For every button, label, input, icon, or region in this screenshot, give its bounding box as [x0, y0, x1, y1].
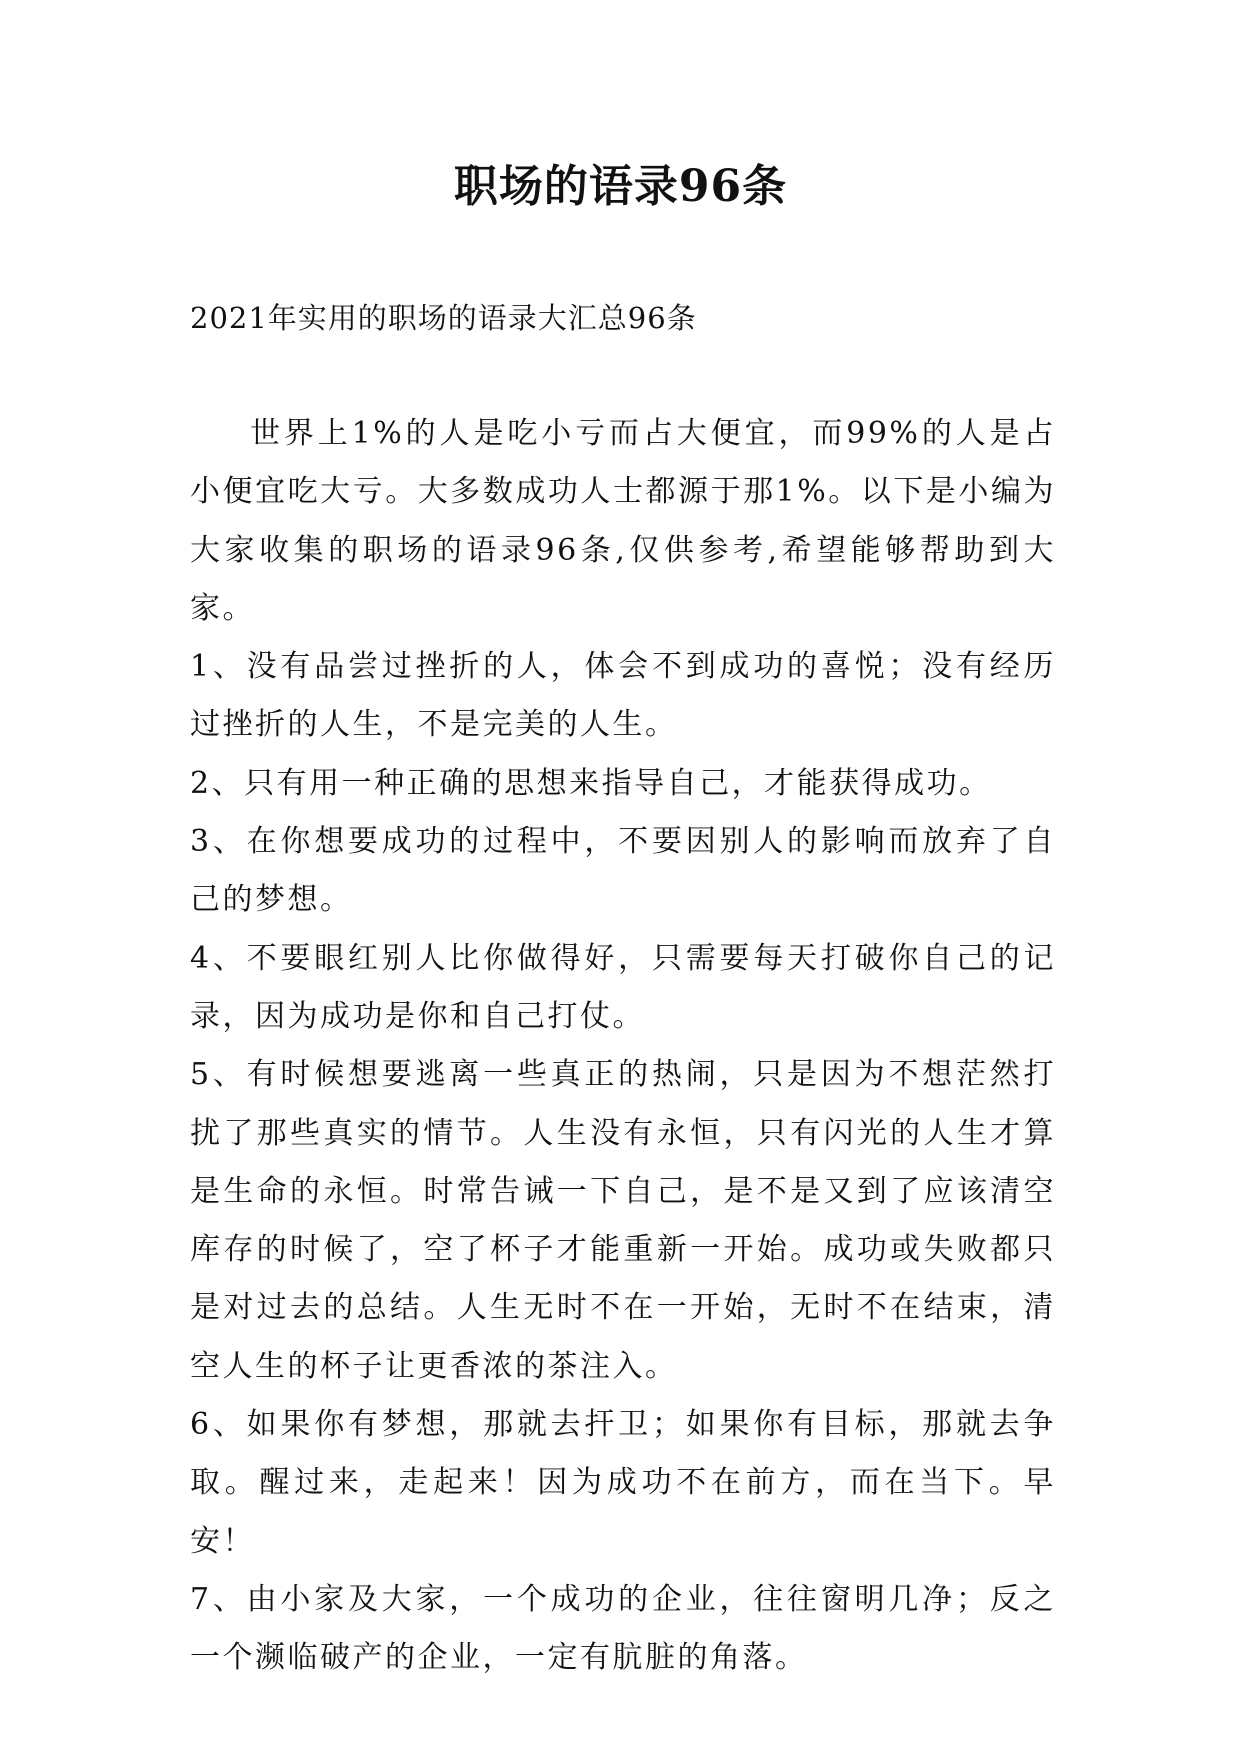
quote-item: 2、只有用一种正确的思想来指导自己，才能获得成功。 — [190, 765, 992, 801]
quote-item: 1、没有品尝过挫折的人，体会不到成功的喜悦；没有经历过挫折的人生，不是完美的人生。 — [190, 649, 1056, 743]
document-subtitle: 2021年实用的职场的语录大汇总96条 — [190, 301, 697, 335]
quote-item: 6、如果你有梦想，那就去扞卫；如果你有目标，那就去争取。醒过来，走起来！因为成功不在前方，而在当下。早安！ — [190, 1407, 1056, 1559]
document-title: 职场的语录96条 — [453, 161, 788, 212]
quote-item: 7、由小家及大家，一个成功的企业，往往窗明几净；反之一个濒临破产的企业，一定有肮脏的角落。 — [190, 1581, 1056, 1676]
quote-item: 3、在你想要成功的过程中，不要因别人的影响而放弃了自己的梦想。 — [190, 824, 1056, 918]
document-body — [190, 405, 1056, 1688]
quote-item: 5、有时候想要逃离一些真正的热闹，只是因为不想茫然打扰了那些真实的情节。人生没有永恒，只有闪光的人生才算是生命的永恒。时常告诫一下自己，是不是又到了应该清空库存的时候了，空了杯子才能重新一开始。成功或失败都只是对过去的总结。人生无时不在一开始，无时不在结束，清空人生的杯子让更香浓的茶注入。 — [190, 1057, 1056, 1384]
intro-paragraph: 世界上1%的人是吃小亏而占大便宜，而99%的人是占小便宜吃大亏。大多数成功人士都源于那1%。以下是小编为大家收集的职场的语录96条,仅供参考,希望能够帮助到大家。 — [190, 416, 1056, 626]
quote-item: 4、不要眼红别人比你做得好，只需要每天打破你自己的记录，因为成功是你和自己打仗。 — [190, 940, 1056, 1034]
